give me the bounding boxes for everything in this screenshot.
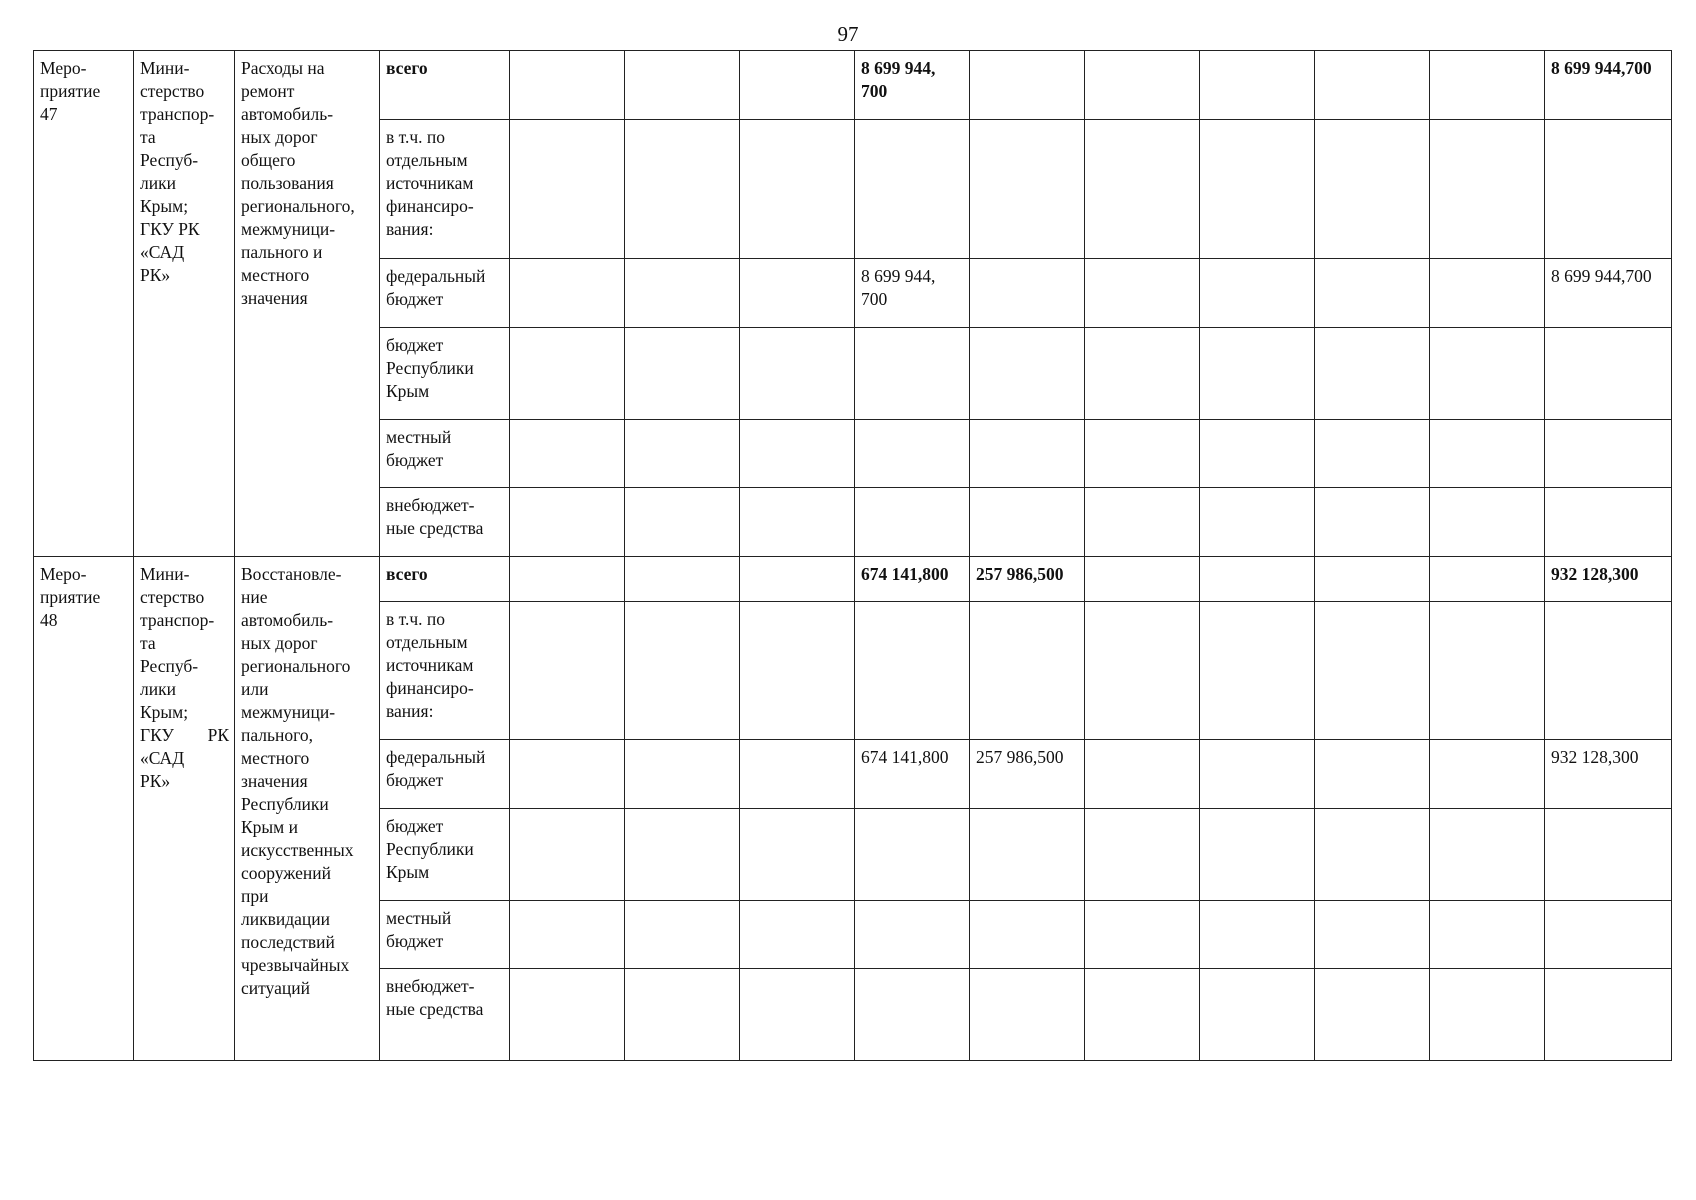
value-cell (510, 120, 625, 259)
value-cell (510, 901, 625, 969)
value-cell (625, 969, 740, 1061)
source-label-cell (380, 420, 510, 488)
source-label: бюджет Республики Крым (386, 335, 474, 401)
value-cell (1315, 328, 1430, 420)
source-label: федеральный бюджет (386, 747, 486, 790)
executor-label: Мини- стерство транспор- та Респуб- лики Крым; (140, 564, 215, 722)
description-cell (235, 557, 380, 1061)
value-cell (1315, 809, 1430, 901)
total-cell (1545, 901, 1672, 969)
value-cell (1430, 420, 1545, 488)
value-cell (855, 557, 970, 602)
executor-cell (134, 51, 235, 557)
value-cell (855, 901, 970, 969)
value-cell (510, 420, 625, 488)
value-cell (1315, 120, 1430, 259)
value-cell (1315, 259, 1430, 328)
value-cell (740, 328, 855, 420)
value-cell (625, 420, 740, 488)
total-cell (1545, 602, 1672, 740)
value: 8 699 944, 700 (861, 58, 936, 101)
description-cell (235, 51, 380, 557)
value-cell (1315, 420, 1430, 488)
value-cell (1430, 328, 1545, 420)
value-cell (740, 488, 855, 557)
event-cell (34, 557, 134, 1061)
value-cell (740, 602, 855, 740)
value-cell (740, 901, 855, 969)
value-cell (970, 328, 1085, 420)
value-cell (510, 328, 625, 420)
value-cell (1085, 328, 1200, 420)
value-cell (855, 51, 970, 120)
value-cell (1315, 557, 1430, 602)
total-cell (1545, 740, 1672, 809)
value-cell (855, 488, 970, 557)
value-cell (855, 259, 970, 328)
event-label: Меро- приятие 48 (40, 564, 101, 630)
source-label: местный бюджет (386, 427, 452, 470)
value-cell (1085, 488, 1200, 557)
value-cell (1430, 120, 1545, 259)
value-cell (510, 259, 625, 328)
value-cell (1085, 809, 1200, 901)
value-cell (970, 901, 1085, 969)
value-cell (855, 809, 970, 901)
value-cell (740, 969, 855, 1061)
source-label-cell (380, 602, 510, 740)
value-cell (1200, 901, 1315, 969)
value-cell (1430, 557, 1545, 602)
value-cell (1200, 602, 1315, 740)
value-cell (970, 420, 1085, 488)
value-cell (1315, 488, 1430, 557)
value-cell (510, 809, 625, 901)
value-cell (510, 740, 625, 809)
value-cell (1085, 120, 1200, 259)
value-cell (970, 809, 1085, 901)
total-cell (1545, 328, 1672, 420)
source-label-cell (380, 259, 510, 328)
value-cell (855, 602, 970, 740)
total-value: 8 699 944,700 (1551, 266, 1652, 286)
value-cell (625, 120, 740, 259)
executor-org-line: ГКУ РК (140, 725, 229, 745)
value-cell (740, 51, 855, 120)
value-cell (1200, 328, 1315, 420)
value-cell (970, 120, 1085, 259)
page-number: 97 (837, 22, 859, 46)
value-cell (1085, 901, 1200, 969)
value: 674 141,800 (861, 747, 949, 767)
value-cell (1085, 740, 1200, 809)
value-cell (1315, 740, 1430, 809)
value-cell (625, 488, 740, 557)
total-cell (1545, 51, 1672, 120)
total-value: 932 128,300 (1551, 747, 1639, 767)
value-cell (625, 740, 740, 809)
source-label: бюджет Республики Крым (386, 816, 474, 882)
value: 257 986,500 (976, 564, 1064, 584)
description-label: Восстановле- ние автомобиль- ных дорог регионального или межмуници- пального, местного значения Республики Крым и искусственных сооружений при ликвидации последствий чрезвычайных ситуаций (241, 564, 354, 998)
value-cell (740, 259, 855, 328)
value-cell (740, 809, 855, 901)
source-label-cell (380, 120, 510, 259)
value-cell (1200, 809, 1315, 901)
total-cell (1545, 969, 1672, 1061)
source-label: всего (386, 58, 428, 78)
value-cell (625, 809, 740, 901)
value-cell (1200, 969, 1315, 1061)
value-cell (1085, 557, 1200, 602)
source-label-cell (380, 809, 510, 901)
value-cell (855, 740, 970, 809)
value-cell (1315, 602, 1430, 740)
value-cell (740, 120, 855, 259)
value-cell (740, 420, 855, 488)
value-cell (510, 51, 625, 120)
value-cell (625, 901, 740, 969)
source-label-cell (380, 51, 510, 120)
source-label-cell (380, 740, 510, 809)
total-cell (1545, 557, 1672, 602)
value-cell (1200, 120, 1315, 259)
value-cell (510, 969, 625, 1061)
source-label: в т.ч. по отдельным источникам финансиро- вания: (386, 609, 474, 721)
value-cell (855, 969, 970, 1061)
total-cell (1545, 809, 1672, 901)
value-cell (1430, 602, 1545, 740)
value-cell (970, 740, 1085, 809)
source-label-cell (380, 969, 510, 1061)
executor-cell (134, 557, 235, 1061)
value-cell (970, 969, 1085, 1061)
event-cell (34, 51, 134, 557)
value-cell (1430, 901, 1545, 969)
description-label: Расходы на ремонт автомобиль- ных дорог общего пользования регионального, межмуници- пального и местного значения (241, 58, 355, 308)
source-label-cell (380, 328, 510, 420)
source-label-cell (380, 557, 510, 602)
value-cell (970, 51, 1085, 120)
financing-table (33, 50, 1672, 1061)
value-cell (740, 557, 855, 602)
total-cell (1545, 420, 1672, 488)
value-cell (970, 488, 1085, 557)
value-cell (1085, 259, 1200, 328)
value-cell (1315, 901, 1430, 969)
total-cell (1545, 120, 1672, 259)
source-label-cell (380, 488, 510, 557)
value-cell (1315, 51, 1430, 120)
value-cell (1430, 969, 1545, 1061)
value-cell (740, 740, 855, 809)
event-label: Меро- приятие 47 (40, 58, 101, 124)
value: 674 141,800 (861, 564, 949, 584)
value-cell (970, 259, 1085, 328)
source-label: всего (386, 564, 428, 584)
value-cell (1200, 259, 1315, 328)
value-cell (625, 328, 740, 420)
value-cell (625, 602, 740, 740)
value-cell (510, 488, 625, 557)
total-value: 932 128,300 (1551, 564, 1639, 584)
value: 8 699 944, 700 (861, 266, 936, 309)
value-cell (855, 328, 970, 420)
value-cell (1430, 809, 1545, 901)
value-cell (1430, 488, 1545, 557)
value-cell (970, 557, 1085, 602)
executor-label: Мини- стерство транспор- та Респуб- лики Крым; ГКУ РК «САД РК» (140, 58, 215, 285)
value-cell (510, 557, 625, 602)
value-cell (510, 602, 625, 740)
value-cell (625, 259, 740, 328)
table-row (34, 51, 1672, 120)
total-cell (1545, 488, 1672, 557)
value-cell (1085, 420, 1200, 488)
value-cell (1085, 602, 1200, 740)
value-cell (855, 120, 970, 259)
source-label: внебюджет- ные средства (386, 495, 484, 538)
source-label: федеральный бюджет (386, 266, 486, 309)
value: 257 986,500 (976, 747, 1064, 767)
total-cell (1545, 259, 1672, 328)
value-cell (1085, 51, 1200, 120)
table-row (34, 557, 1672, 602)
value-cell (1200, 420, 1315, 488)
value-cell (1200, 488, 1315, 557)
value-cell (855, 420, 970, 488)
executor-label-tail: «САД РК» (140, 748, 185, 791)
value-cell (625, 51, 740, 120)
source-label-cell (380, 901, 510, 969)
source-label: местный бюджет (386, 908, 452, 951)
source-label: в т.ч. по отдельным источникам финансиро- вания: (386, 127, 474, 239)
value-cell (1200, 557, 1315, 602)
value-cell (1200, 740, 1315, 809)
value-cell (1430, 259, 1545, 328)
value-cell (625, 557, 740, 602)
value-cell (1430, 51, 1545, 120)
value-cell (1430, 740, 1545, 809)
total-value: 8 699 944,700 (1551, 58, 1652, 78)
value-cell (1200, 51, 1315, 120)
value-cell (1085, 969, 1200, 1061)
value-cell (970, 602, 1085, 740)
source-label: внебюджет- ные средства (386, 976, 484, 1019)
value-cell (1315, 969, 1430, 1061)
